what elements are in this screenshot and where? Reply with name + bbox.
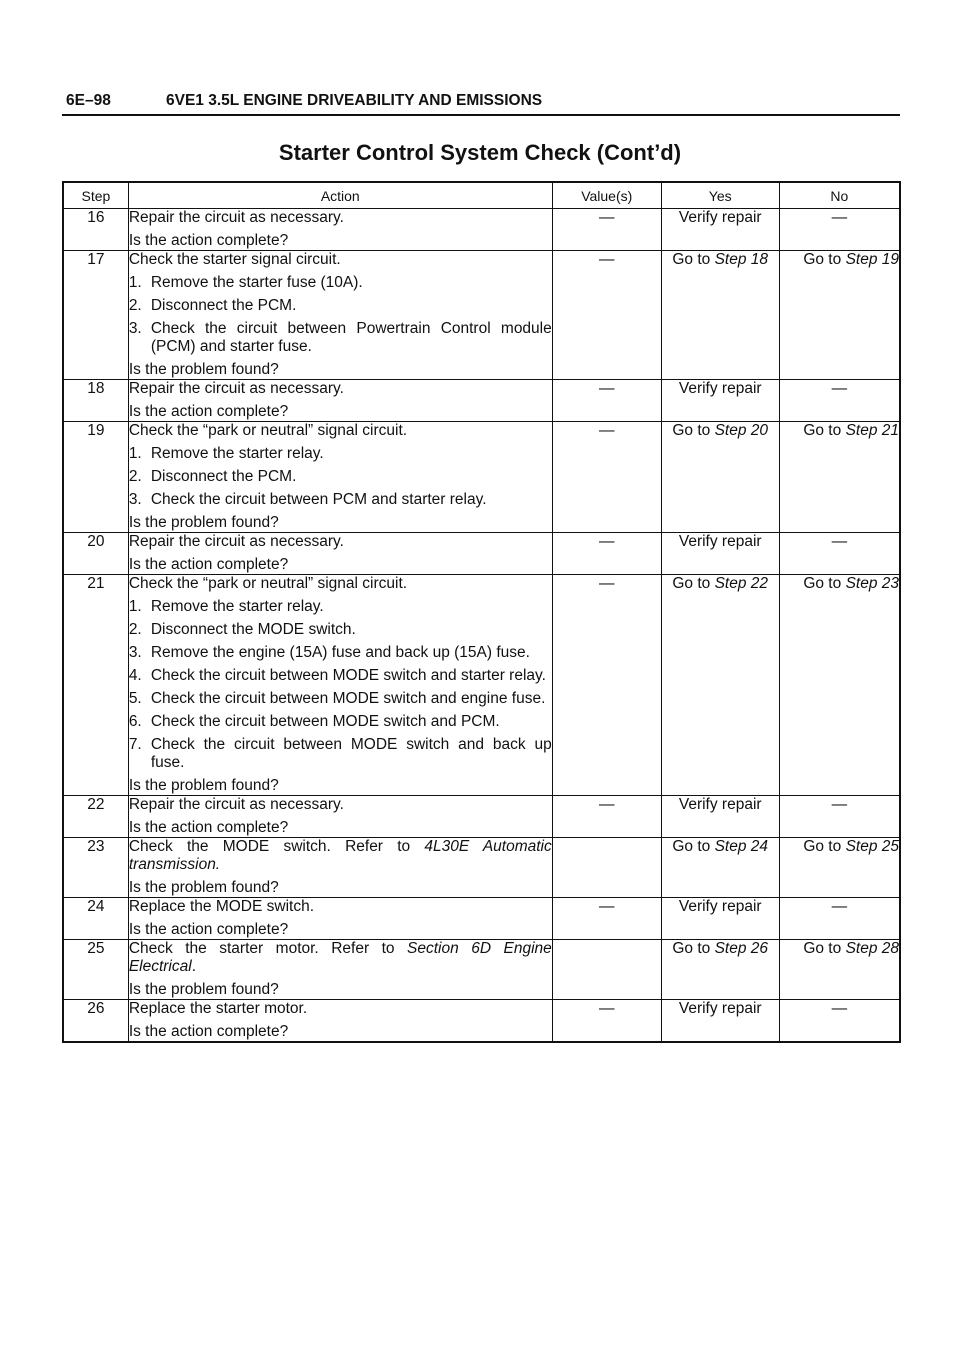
page-title: Starter Control System Check (Cont’d): [278, 140, 682, 165]
no-text: —: [831, 898, 848, 915]
action-question: Is the action complete?: [128, 556, 289, 573]
no-step-reference: Step 25: [845, 838, 899, 855]
substep-text: Check the circuit between PCM and starter relay.: [150, 491, 487, 508]
action-substep: [129, 621, 552, 639]
table-row: [63, 209, 900, 251]
action-text: [129, 838, 552, 874]
action-text: Repair the circuit as necessary.: [128, 533, 344, 550]
no-text: Go to: [803, 940, 842, 957]
action-text-lead: Check the starter motor. Refer to: [128, 940, 408, 957]
no-cell: [779, 209, 900, 251]
no-text: —: [831, 380, 848, 397]
action-substep: [129, 320, 552, 356]
substep-number: 4.: [128, 667, 142, 684]
no-step-reference: Step 19: [845, 251, 899, 268]
no-cell: [779, 380, 900, 422]
action-substep: [129, 491, 552, 509]
yes-cell: [661, 209, 779, 251]
action-cell: [128, 251, 552, 380]
table-row: [63, 940, 900, 1000]
yes-cell: [661, 940, 779, 1000]
column-header-yes: Yes: [661, 182, 779, 209]
yes-text: Verify repair: [678, 380, 762, 397]
substep-text: Remove the starter relay.: [150, 598, 324, 615]
action-substep: [129, 736, 552, 772]
action-cell: [128, 796, 552, 838]
action-substep: [129, 468, 552, 486]
substep-number: 3.: [128, 644, 142, 661]
step-number: 18: [63, 380, 128, 422]
yes-text: Verify repair: [678, 533, 762, 550]
no-cell: [779, 422, 900, 533]
yes-text: Verify repair: [678, 209, 762, 226]
substep-number: 3.: [128, 320, 142, 337]
table-row: [63, 533, 900, 575]
action-cell: [128, 533, 552, 575]
no-step-reference: Step 21: [845, 422, 899, 439]
action-cell: [128, 838, 552, 898]
action-question: Is the problem found?: [128, 777, 279, 794]
table-row: [63, 251, 900, 380]
substep-text: Disconnect the PCM.: [150, 297, 297, 314]
substep-number: 7.: [128, 736, 142, 753]
value-cell: —: [552, 422, 661, 533]
substep-text: Remove the starter relay.: [150, 445, 324, 462]
value-cell: —: [552, 898, 661, 940]
value-cell: [552, 940, 661, 1000]
action-question: Is the action complete?: [128, 403, 289, 420]
action-substep: [129, 297, 552, 315]
no-cell: [779, 533, 900, 575]
action-text: Check the starter signal circuit.: [128, 251, 341, 268]
action-question: Is the action complete?: [128, 1023, 289, 1040]
column-header-values: Value(s): [552, 182, 661, 209]
no-step-reference: Step 23: [845, 575, 899, 592]
action-substep: [129, 690, 552, 708]
action-question: Is the problem found?: [128, 879, 279, 896]
table-row: [63, 380, 900, 422]
step-number: 16: [63, 209, 128, 251]
no-text: —: [831, 1000, 848, 1017]
yes-step-reference: Step 18: [714, 251, 769, 268]
action-substep: [129, 644, 552, 662]
substep-text: Check the circuit between MODE switch and engine fuse.: [150, 690, 546, 707]
action-question: Is the action complete?: [128, 232, 289, 249]
substep-text: Check the circuit between MODE switch and starter relay.: [150, 667, 546, 684]
action-substep: [129, 445, 552, 463]
no-text: Go to: [803, 422, 842, 439]
action-cell: [128, 898, 552, 940]
action-text: Check the “park or neutral” signal circuit.: [128, 422, 408, 439]
yes-cell: [661, 898, 779, 940]
step-number: 21: [63, 575, 128, 796]
value-cell: —: [552, 251, 661, 380]
action-text: [129, 940, 552, 976]
yes-cell: [661, 1000, 779, 1043]
action-cell: [128, 422, 552, 533]
value-cell: —: [552, 796, 661, 838]
yes-text: Verify repair: [678, 898, 762, 915]
step-number: 20: [63, 533, 128, 575]
page-number: 6E–98: [66, 92, 111, 109]
action-reference: 4L30E Automatic transmission.: [128, 838, 552, 873]
value-cell: —: [552, 533, 661, 575]
no-text: Go to: [803, 575, 842, 592]
yes-text: Verify repair: [678, 1000, 762, 1017]
action-substep: [129, 274, 552, 292]
no-cell: [779, 796, 900, 838]
no-text: Go to: [803, 251, 842, 268]
yes-cell: [661, 796, 779, 838]
step-number: 22: [63, 796, 128, 838]
action-text: Repair the circuit as necessary.: [128, 796, 344, 813]
substep-text: Disconnect the PCM.: [150, 468, 297, 485]
step-number: 26: [63, 1000, 128, 1043]
yes-step-reference: Step 20: [714, 422, 769, 439]
action-substep: [129, 667, 552, 685]
no-cell: [779, 838, 900, 898]
no-cell: [779, 940, 900, 1000]
table-row: [63, 575, 900, 796]
table-row: [63, 898, 900, 940]
action-text: Repair the circuit as necessary.: [128, 380, 344, 397]
yes-text: Go to: [672, 575, 711, 592]
substep-number: 2.: [128, 297, 142, 314]
action-cell: [128, 940, 552, 1000]
substep-text: Check the circuit between MODE switch and PCM.: [150, 713, 500, 730]
table-row: [63, 422, 900, 533]
substep-text: Check the circuit between Powertrain Control module (PCM) and starter fuse.: [150, 320, 552, 355]
action-question: Is the problem found?: [128, 981, 279, 998]
no-cell: [779, 1000, 900, 1043]
yes-text: Go to: [672, 940, 711, 957]
action-question: Is the problem found?: [128, 514, 279, 531]
section-title: 6VE1 3.5L ENGINE DRIVEABILITY AND EMISSIONS: [166, 92, 543, 109]
table-row: [63, 1000, 900, 1043]
action-reference: Section 6D Engine Electrical: [128, 940, 552, 975]
yes-text: Go to: [672, 251, 711, 268]
diagnostic-table: [62, 181, 901, 1043]
action-text-lead: Check the MODE switch. Refer to: [128, 838, 425, 855]
column-header-no: No: [779, 182, 900, 209]
action-text: Replace the MODE switch.: [128, 898, 315, 915]
action-cell: [128, 380, 552, 422]
yes-step-reference: Step 24: [714, 838, 769, 855]
yes-step-reference: Step 26: [714, 940, 769, 957]
value-cell: —: [552, 575, 661, 796]
action-substep: [129, 713, 552, 731]
substep-number: 6.: [128, 713, 142, 730]
step-number: 19: [63, 422, 128, 533]
column-header-step: Step: [63, 182, 128, 209]
no-text: —: [831, 533, 848, 550]
value-cell: —: [552, 209, 661, 251]
table-header-row: [63, 182, 900, 209]
value-cell: —: [552, 380, 661, 422]
no-text: Go to: [803, 838, 842, 855]
substep-number: 2.: [128, 468, 142, 485]
action-cell: [128, 1000, 552, 1043]
yes-cell: [661, 533, 779, 575]
action-question: Is the action complete?: [128, 921, 289, 938]
step-number: 25: [63, 940, 128, 1000]
table-body: [63, 209, 900, 1043]
table-row: [63, 796, 900, 838]
substep-number: 5.: [128, 690, 142, 707]
action-cell: [128, 575, 552, 796]
yes-text: Go to: [672, 838, 711, 855]
substep-number: 1.: [128, 598, 142, 615]
no-cell: [779, 575, 900, 796]
yes-text: Go to: [672, 422, 711, 439]
value-cell: —: [552, 1000, 661, 1043]
step-number: 23: [63, 838, 128, 898]
action-substep: [129, 598, 552, 616]
substep-number: 3.: [128, 491, 142, 508]
table-row: [63, 838, 900, 898]
no-step-reference: Step 28: [845, 940, 899, 957]
action-text: Repair the circuit as necessary.: [128, 209, 344, 226]
no-text: —: [831, 796, 848, 813]
page-header: [62, 90, 900, 116]
yes-cell: [661, 251, 779, 380]
substep-text: Remove the engine (15A) fuse and back up (15A) fuse.: [150, 644, 530, 661]
substep-number: 2.: [128, 621, 142, 638]
value-cell: [552, 838, 661, 898]
no-cell: [779, 898, 900, 940]
column-header-action: Action: [128, 182, 552, 209]
no-text: —: [831, 209, 848, 226]
step-number: 24: [63, 898, 128, 940]
action-text: Replace the starter motor.: [128, 1000, 308, 1017]
substep-number: 1.: [128, 274, 142, 291]
action-cell: [128, 209, 552, 251]
substep-text: Disconnect the MODE switch.: [150, 621, 356, 638]
no-cell: [779, 251, 900, 380]
yes-text: Verify repair: [678, 796, 762, 813]
action-text: Check the “park or neutral” signal circuit.: [128, 575, 408, 592]
action-text-tail: .: [191, 958, 197, 975]
substep-text: Remove the starter fuse (10A).: [150, 274, 363, 291]
yes-cell: [661, 838, 779, 898]
step-number: 17: [63, 251, 128, 380]
substep-text: Check the circuit between MODE switch and back up fuse.: [150, 736, 552, 771]
yes-cell: [661, 575, 779, 796]
yes-cell: [661, 422, 779, 533]
substep-number: 1.: [128, 445, 142, 462]
yes-cell: [661, 380, 779, 422]
yes-step-reference: Step 22: [714, 575, 769, 592]
action-question: Is the action complete?: [128, 819, 289, 836]
action-question: Is the problem found?: [128, 361, 279, 378]
